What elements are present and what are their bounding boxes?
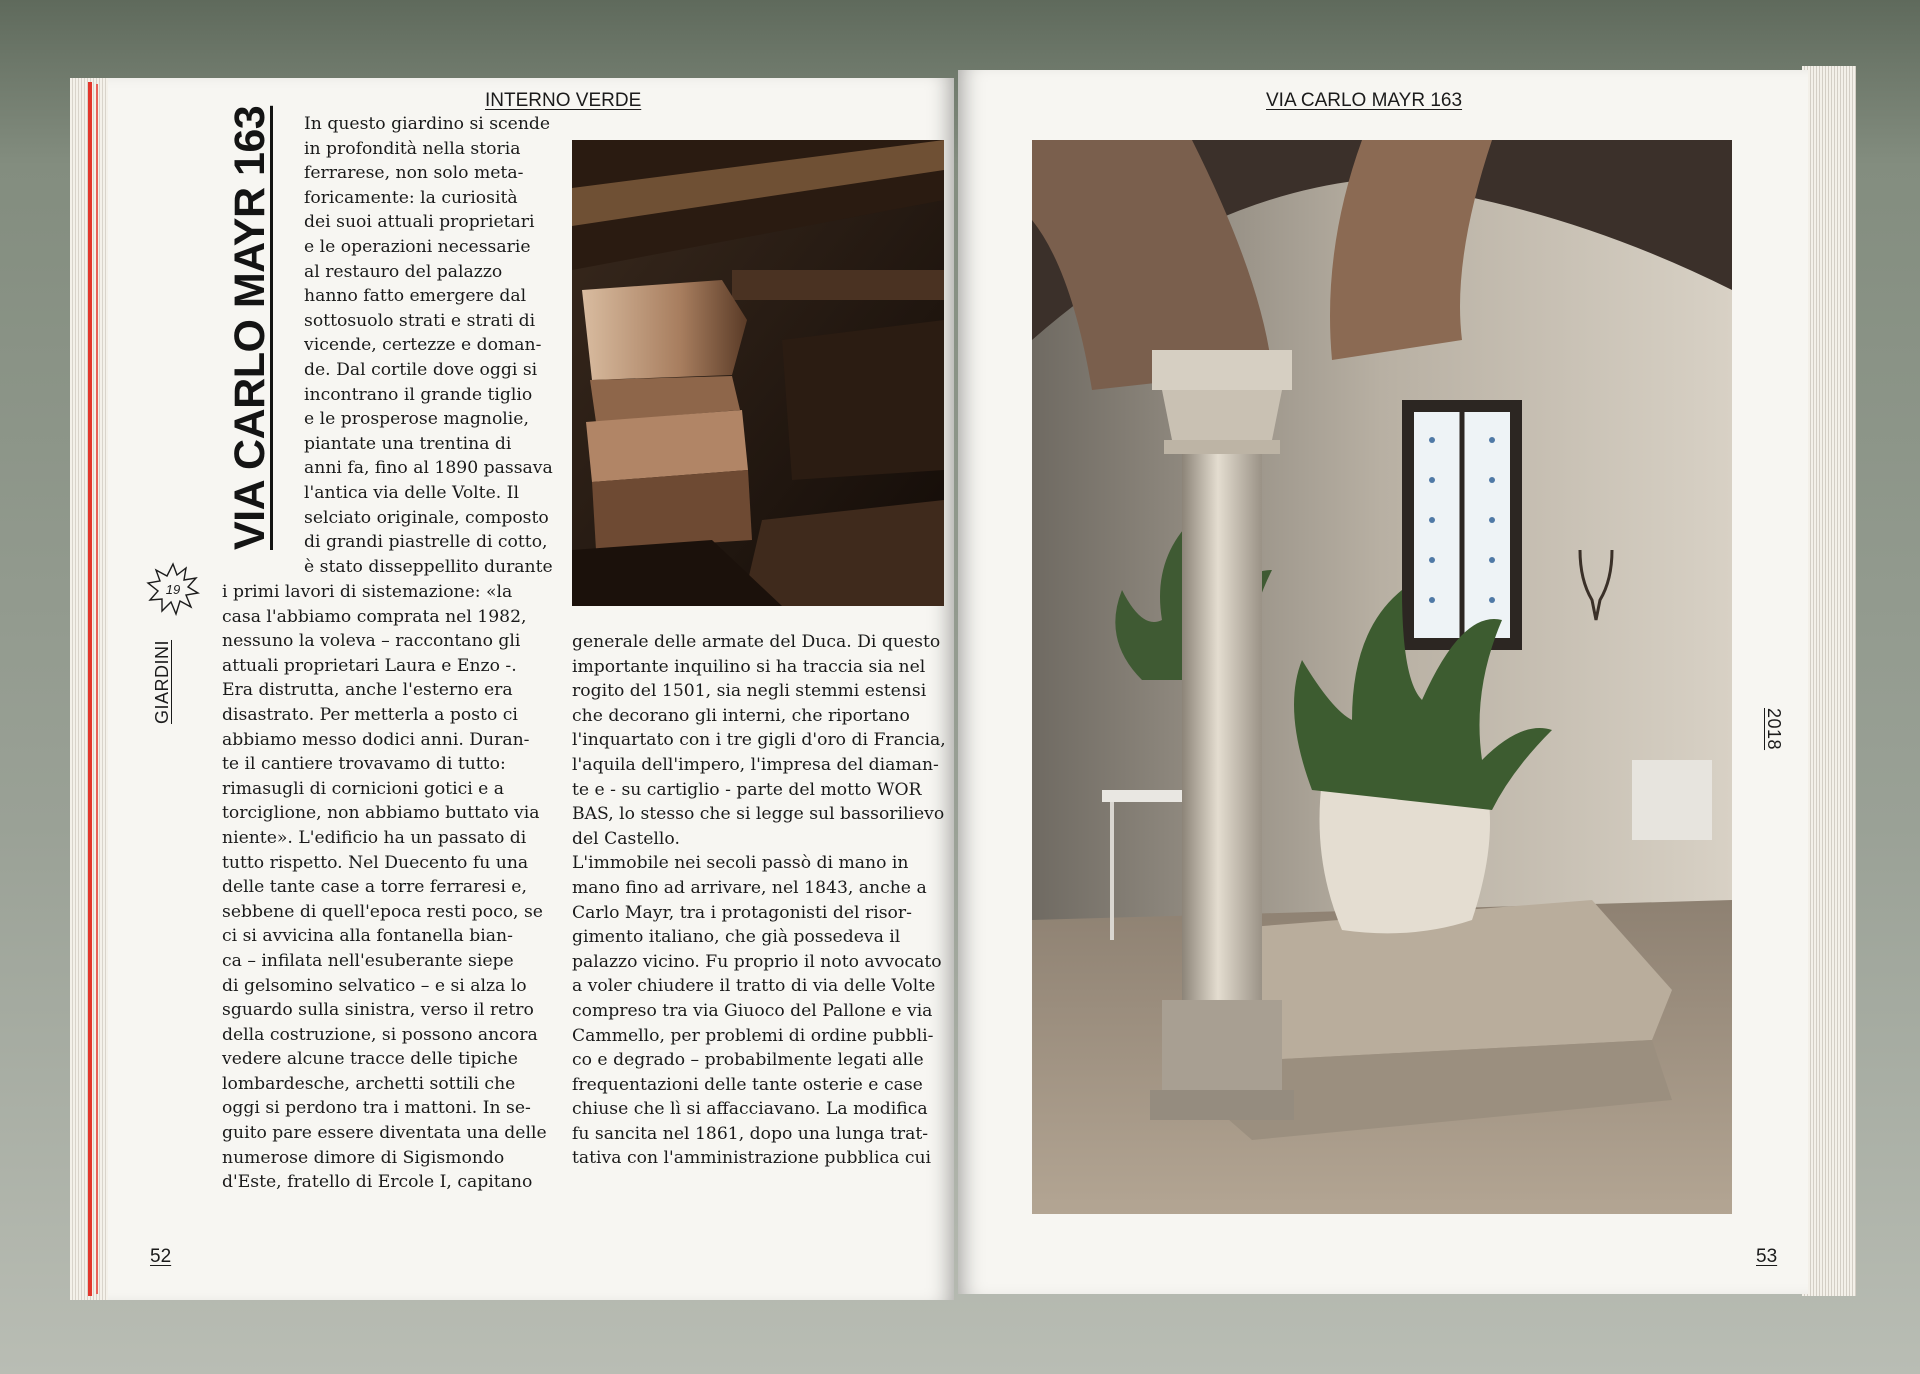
page-edges-right: [1802, 66, 1856, 1296]
body-text-narrow: In questo giardino si scende in profondità nella storia ferrarese, non solo meta- foricamente: la curiosità dei suoi attuali proprietari e le operazioni necessarie al restauro del palazzo hanno fatto emergere dal sottosuolo strati e strati di vicende, certezze e doman- de. Dal cortile dove oggi si incontrano il grande tiglio e le prosperose magnolie, piantate una trentina di anni fa, fino al 1890 passava l'antica via delle Volte. Il selciato originale, composto di grandi piastrelle di cotto, è stato disseppellito durante: [304, 114, 553, 577]
star-badge-icon: [146, 562, 200, 616]
page-number-left: 52: [150, 1246, 172, 1267]
left-page: [108, 78, 954, 1300]
page-title-vertical: VIA CARLO MAYR 163: [226, 105, 274, 550]
year-label-vertical: 2018: [1764, 708, 1784, 751]
photo-stone-fragments: [572, 140, 944, 606]
photo-column-fountain: [1032, 140, 1732, 1214]
right-page: [958, 70, 1808, 1294]
red-page-edge-secondary: [96, 84, 98, 1294]
body-text-right-column: generale delle armate del Duca. Di questo importante inquilino si ha traccia sia nel rogito del 1501, sia negli stemmi estensi che decorano gli interni, che riportano l'inquartato con i tre gigli d'oro di Francia, l'aquila dell'impero, l'impresa del diaman- te e - su cartiglio - parte del motto WOR BAS, lo stesso che si legge sul bassorilievo del Castello. L'immobile nei secoli passò di mano in mano fino ad arrivare, nel 1843, anche a Carlo Mayr, tra i protagonisti del risor- gimento italiano, che già possedeva il palazzo vicino. Fu proprio il noto avvocato a voler chiudere il tratto di via delle Volte compreso tra via Giuoco del Pallone e via Cammello, per problemi di ordine pubbli- co e degrado – probabilmente legati alle frequentazioni delle tante osterie e case chiuse che lì si affacciavano. La modifica fu sancita nel 1861, dopo una lunga trat- tativa con l'amministrazione pubblica cui: [572, 632, 946, 1169]
running-head-right: VIA CARLO MAYR 163: [1266, 90, 1463, 111]
section-label-vertical: GIARDINI: [152, 639, 172, 724]
page-number-right: 53: [1756, 1246, 1778, 1267]
running-head-left: INTERNO VERDE: [485, 90, 642, 111]
body-text-wide: i primi lavori di sistemazione: «la casa l'abbiamo comprata nel 1982, nessuno la voleva – raccontano gli attuali proprietari Laura e Enzo -. Era distrutta, anche l'esterno era disastrato. Per metterla a posto ci abbiamo messo dodici anni. Duran- te il cantiere trovavamo di tutto: rimasugli di cornicioni gotici e a torciglione, non abbiamo buttato via niente». L'edificio ha un passato di tutto rispetto. Nel Duecento fu una delle tante case a torre ferraresi e, sebbene di quell'epoca resti poco, se ci si avvicina alla fontanella bian- ca – infilata nell'esuberante siepe di gelsomino selvatico – e si alza lo sguardo sulla sinistra, verso il retro della costruzione, si possono ancora vedere alcune tracce delle tipiche lombardesche, archetti sottili che oggi si perdono tra i mattoni. In se- guito pare essere diventata una delle numerose dimore di Sigismondo d'Este, fratello di Ercole I, capitano: [222, 582, 547, 1193]
red-page-edge: [88, 82, 92, 1296]
badge-number: 19: [165, 582, 181, 597]
